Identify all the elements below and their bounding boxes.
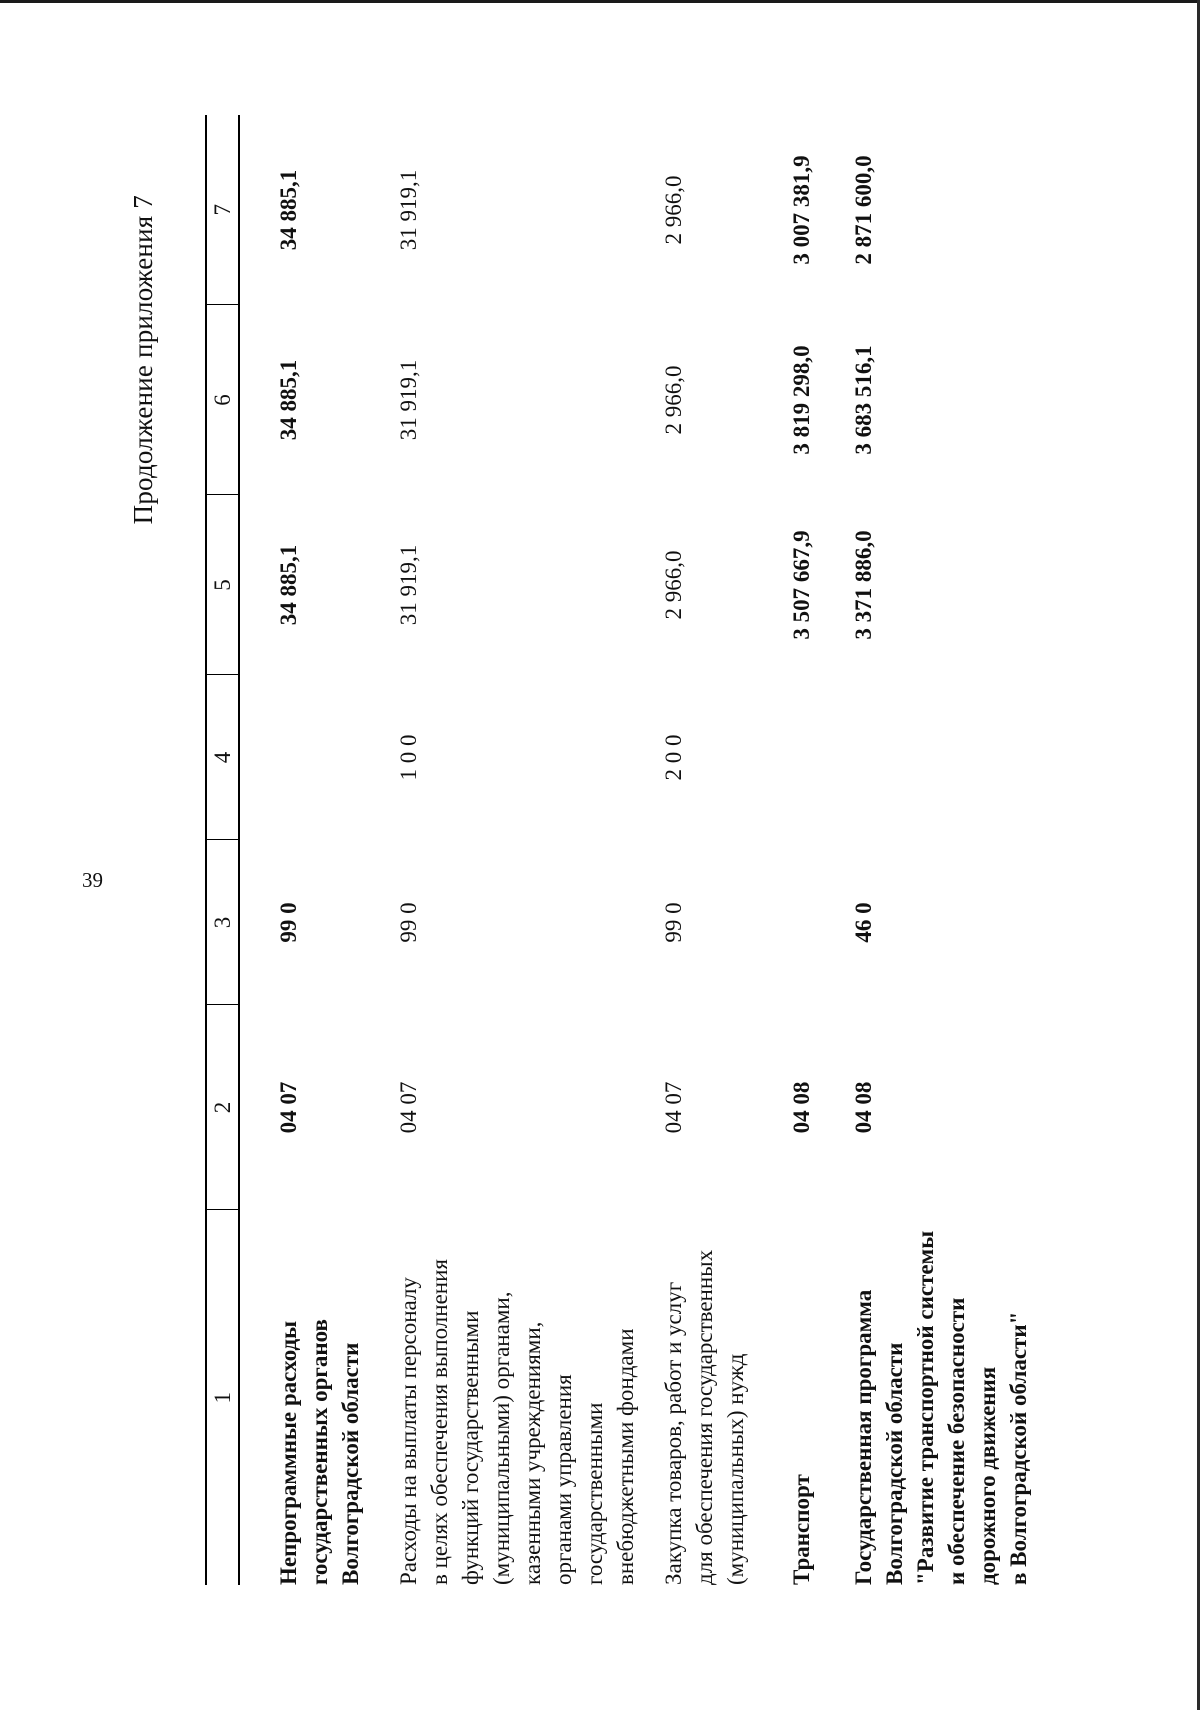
table-row	[786, 115, 848, 1585]
amount-col5: 31 919,1	[396, 544, 421, 626]
table-row	[393, 115, 658, 1585]
row-name	[848, 1210, 1068, 1585]
row-name-line: функций государственными	[458, 1310, 483, 1585]
program-code: 99 0	[396, 902, 421, 943]
amount-col6: 31 919,1	[396, 359, 421, 441]
amount-col6: 3 683 516,1	[851, 345, 876, 455]
row-name	[239, 1210, 393, 1585]
column-number-row	[206, 115, 239, 1585]
amount-col5: 3 507 667,9	[789, 530, 814, 640]
amount-col6: 2 966,0	[661, 365, 686, 435]
amount-col5: 2 966,0	[661, 550, 686, 620]
row-name-line: Волгоградской области	[882, 1342, 907, 1585]
expense-type-code	[848, 675, 1068, 840]
row-name	[658, 1210, 786, 1585]
section-code: 04 07	[396, 1081, 421, 1134]
amount-col5: 3 371 886,0	[851, 530, 876, 640]
row-name	[393, 1210, 658, 1585]
program-code: 46 0	[851, 902, 876, 943]
row-name-line: Закупка товаров, работ и услуг	[661, 1281, 686, 1585]
program-code: 99 0	[276, 902, 301, 943]
row-name-line: Государственная программа	[851, 1289, 876, 1585]
amount-col7: 34 885,1	[276, 169, 301, 251]
table-row	[239, 115, 393, 1585]
expense-type-code	[786, 675, 848, 840]
budget-table	[205, 115, 1068, 1585]
column-header: 6	[206, 305, 239, 495]
section-code: 04 08	[789, 1081, 814, 1134]
column-header: 4	[206, 675, 239, 840]
section-code: 04 07	[661, 1081, 686, 1134]
expense-type-code: 1 0 0	[396, 734, 421, 781]
row-name-line: (муниципальных) нужд	[723, 1353, 748, 1585]
page-number: 39	[82, 868, 103, 892]
column-header: 3	[206, 840, 239, 1005]
expense-type-code: 2 0 0	[661, 734, 686, 781]
program-code	[786, 840, 848, 1005]
row-name-line: Непрограммные расходы	[276, 1320, 301, 1585]
row-name-line: дорожного движения	[975, 1366, 1000, 1585]
amount-col5: 34 885,1	[276, 544, 301, 626]
row-name-line: Волгоградской области	[338, 1342, 363, 1585]
table-row	[658, 115, 786, 1585]
amount-col6: 34 885,1	[276, 359, 301, 441]
column-header: 1	[206, 1210, 239, 1585]
row-name-line: казенными учреждениями,	[520, 1321, 545, 1585]
section-code: 04 08	[851, 1081, 876, 1134]
row-name-line: в целях обеспечения выполнения	[427, 1259, 452, 1585]
row-name-line: государственными	[582, 1402, 607, 1585]
row-name-line: Транспорт	[789, 1474, 814, 1585]
table-row	[848, 115, 1068, 1585]
row-name-line: "Развитие транспортной системы	[913, 1230, 938, 1585]
amount-col7: 2 966,0	[661, 175, 686, 245]
row-name-line: в Волгоградской области"	[1006, 1311, 1031, 1585]
column-header: 7	[206, 115, 239, 305]
row-name-line: органами управления	[551, 1374, 576, 1585]
row-name	[786, 1210, 848, 1585]
continuation-note: Продолжение приложения 7	[128, 195, 158, 525]
column-header: 2	[206, 1005, 239, 1210]
expense-type-code	[239, 675, 393, 840]
program-code: 99 0	[661, 902, 686, 943]
amount-col7: 31 919,1	[396, 169, 421, 251]
row-name-line: внебюджетными фондами	[613, 1328, 638, 1585]
row-name-line: для обеспечения государственных	[692, 1249, 717, 1585]
row-name-line: Расходы на выплаты персоналу	[396, 1277, 421, 1585]
amount-col7: 2 871 600,0	[851, 155, 876, 265]
section-code: 04 07	[276, 1081, 301, 1134]
row-name-line: (муниципальными) органами,	[489, 1291, 514, 1585]
row-name-line: и обеспечение безопасности	[944, 1297, 969, 1585]
column-header: 5	[206, 495, 239, 675]
row-name-line: государственных органов	[307, 1319, 332, 1585]
amount-col7: 3 007 381,9	[789, 155, 814, 265]
amount-col6: 3 819 298,0	[789, 345, 814, 455]
